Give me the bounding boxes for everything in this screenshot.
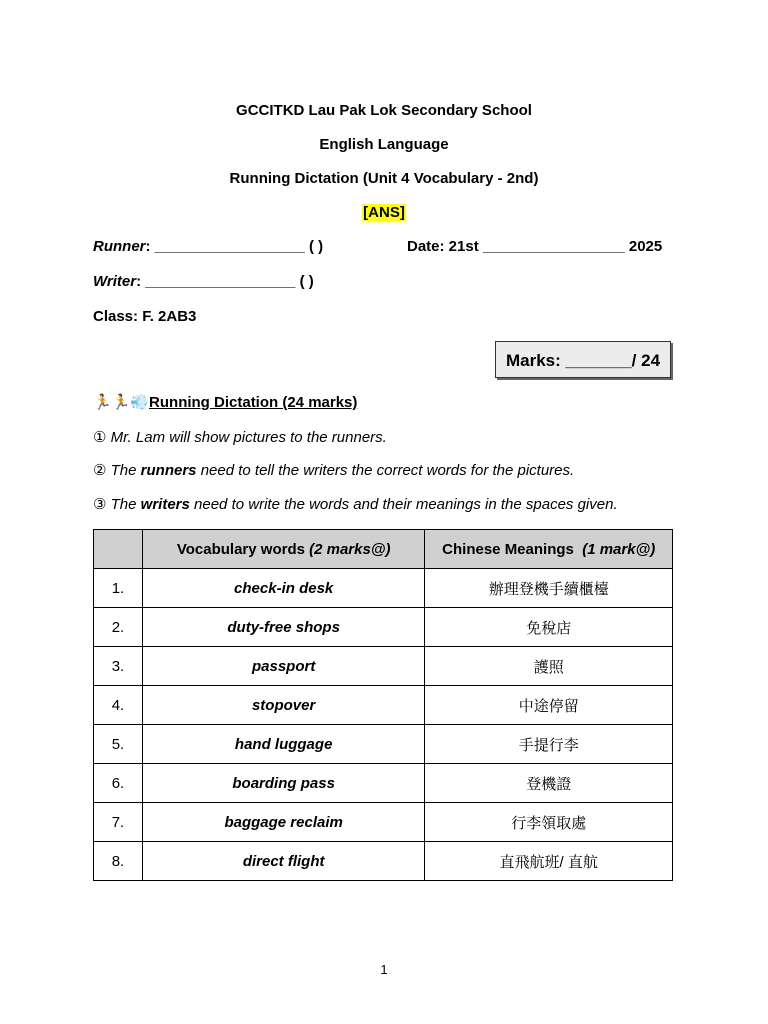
instruction-keyword: runners — [140, 462, 197, 479]
vocabulary-word: hand luggage — [142, 725, 425, 764]
runner-label: Runner — [93, 238, 146, 255]
section-title — [93, 393, 357, 411]
chinese-meaning: 中途停留 — [425, 686, 673, 725]
section-title-text: Running Dictation (24 marks) — [149, 394, 358, 411]
vocabulary-table — [93, 529, 673, 881]
school-name: GCCITKD Lau Pak Lok Secondary School — [236, 102, 532, 119]
row-number: 1. — [94, 569, 143, 608]
chinese-meaning: 手提行李 — [425, 725, 673, 764]
vocabulary-word: direct flight — [142, 842, 425, 881]
table-row — [94, 842, 673, 881]
class-line: Class: F. 2AB3 — [93, 308, 197, 325]
table-row — [94, 764, 673, 803]
vocabulary-word: stopover — [142, 686, 425, 725]
answer-tag-label: [ANS] — [363, 204, 405, 221]
instruction-text: need to tell the writers the correct words for the pictures. — [200, 462, 575, 479]
instruction-number: ② — [93, 462, 107, 479]
instruction-2 — [93, 461, 574, 479]
chinese-meaning: 護照 — [425, 647, 673, 686]
table-header-row — [94, 530, 673, 569]
header-number — [94, 530, 143, 569]
worksheet-title: Running Dictation (Unit 4 Vocabulary - 2nd) — [229, 170, 539, 187]
row-number: 8. — [94, 842, 143, 881]
header-chinese-note: (1 mark@) — [582, 540, 656, 558]
vocabulary-word: boarding pass — [142, 764, 425, 803]
table-row — [94, 686, 673, 725]
table-row — [94, 608, 673, 647]
chinese-meaning: 免稅店 — [425, 608, 673, 647]
runner-blank: : __________________ ( ) — [145, 238, 324, 255]
header-chinese-label: Chinese Meanings — [442, 540, 574, 558]
row-number: 4. — [94, 686, 143, 725]
row-number: 7. — [94, 803, 143, 842]
vocabulary-word: duty-free shops — [142, 608, 425, 647]
chinese-meaning: 行李領取處 — [425, 803, 673, 842]
row-number: 3. — [94, 647, 143, 686]
date-line: Date: 21st _________________ 2025 — [407, 238, 663, 255]
instruction-text: The — [110, 462, 137, 479]
marks-box: Marks: _______/ 24 — [495, 341, 671, 378]
header-vocabulary-note: (2 marks@) — [309, 540, 391, 558]
instruction-text: The — [110, 496, 137, 513]
header-chinese — [425, 530, 673, 569]
page-number: 1 — [380, 962, 388, 977]
subject-title: English Language — [319, 136, 449, 153]
table-row — [94, 647, 673, 686]
chinese-meaning: 直飛航班/ 直航 — [425, 842, 673, 881]
chinese-meaning: 辦理登機手續櫃檯 — [425, 569, 673, 608]
instruction-text: Mr. Lam will show pictures to the runners. — [110, 429, 387, 446]
instruction-number: ③ — [93, 496, 107, 513]
answer-tag — [0, 204, 768, 221]
writer-blank: : __________________ ( ) — [136, 273, 314, 290]
row-number: 5. — [94, 725, 143, 764]
row-number: 2. — [94, 608, 143, 647]
table-row — [94, 725, 673, 764]
header-vocabulary-label: Vocabulary words — [176, 540, 305, 558]
table-row — [94, 569, 673, 608]
chinese-meaning: 登機證 — [425, 764, 673, 803]
vocabulary-word: baggage reclaim — [142, 803, 425, 842]
writer-line — [93, 273, 314, 290]
vocabulary-word: passport — [142, 647, 425, 686]
header-vocabulary — [142, 530, 425, 569]
table-row — [94, 803, 673, 842]
instruction-number: ① — [93, 429, 107, 446]
instruction-keyword: writers — [140, 496, 190, 513]
runner-emoji-icon: 🏃🏃💨 — [93, 394, 150, 411]
instruction-text: need to write the words and their meanings in the spaces given. — [194, 496, 618, 513]
runner-line — [93, 238, 323, 255]
row-number: 6. — [94, 764, 143, 803]
writer-label: Writer — [93, 273, 137, 290]
instruction-3 — [93, 495, 618, 513]
instruction-1 — [93, 428, 387, 446]
vocabulary-word: check-in desk — [142, 569, 425, 608]
